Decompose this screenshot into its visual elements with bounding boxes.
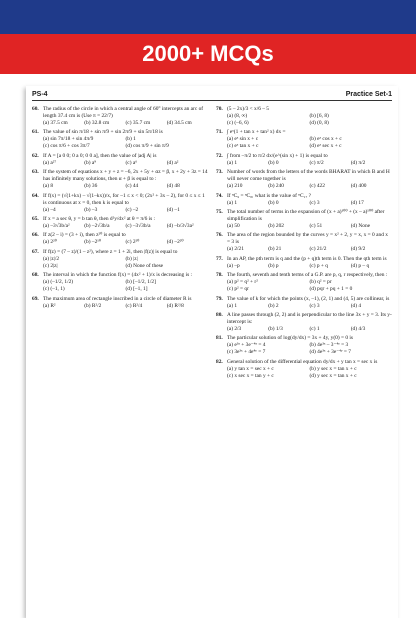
answer-option: (a) 210 [227, 183, 243, 190]
answer-option: (a) –p [227, 262, 240, 269]
answer-option: (d) (0, 8) [309, 120, 329, 126]
answer-option: (b) R²/2 [84, 302, 102, 309]
answer-option: (d) [–1, 1] [125, 286, 148, 293]
page-number: PS-4 [32, 91, 48, 98]
question-number: 62. [32, 152, 39, 159]
answer-options [216, 113, 392, 127]
question-item [32, 296, 208, 310]
answer-options [216, 200, 392, 207]
answer-option: (a) 1 [227, 302, 238, 309]
question-number: 78. [216, 272, 223, 279]
answer-options [216, 342, 392, 356]
answer-option: (a) 8 [43, 183, 54, 190]
answer-option: (d) 4e³ˣ + 3e⁻⁴ʸ = 7 [309, 349, 351, 356]
question-number: 82. [216, 358, 223, 365]
answer-option: (b) 0 [268, 199, 279, 206]
answer-option: (a) a²⁷ [43, 159, 57, 166]
answer-options [216, 326, 392, 333]
answer-option: (b) 1/3 [268, 325, 283, 332]
answer-option: (a) y tan x = sec x + c [227, 365, 274, 372]
answer-option: (c) –2 [125, 206, 139, 213]
answer-option: (c) 2²⁰ [125, 239, 140, 246]
question-item [32, 193, 208, 214]
answer-option: (d) 34.5 cm [166, 120, 192, 126]
answer-options [32, 279, 208, 293]
question-number: 75. [216, 208, 223, 215]
answer-options [32, 303, 208, 310]
answer-option: (b) 202 [268, 222, 284, 229]
question-number: 70. [216, 106, 223, 112]
question-stem [216, 169, 392, 183]
question-number: 71. [216, 129, 223, 136]
question-stem [216, 209, 392, 223]
answer-option: (d) 400 [350, 183, 367, 190]
answer-options [216, 136, 392, 150]
question-number: 65. [32, 215, 39, 222]
answer-options [32, 223, 208, 230]
question-text: The value of k for which the points (x, –1), (2, 1) and (4, 5) are collinear, is [227, 295, 390, 302]
answer-option: (c) (–6, 6) [227, 120, 249, 126]
question-text: Number of words from the letters of the words BHARAT in which B and H will never come together is [227, 169, 390, 183]
practice-set-title: Practice Set-1 [345, 91, 392, 98]
question-item [216, 232, 392, 253]
answer-option: (c) p² = qr [227, 286, 249, 293]
header-rule [32, 100, 392, 101]
answer-option: (c) 3e³ˣ + 4e⁴ʸ = 7 [227, 349, 266, 356]
answer-option: (b) [–1/2, 1/2] [125, 279, 156, 286]
answer-option: (b) q² = pr [309, 279, 332, 286]
question-item [216, 312, 392, 333]
question-text: If ⁿC₉ = ⁿC₈, what is the value of ⁿC₁₇ ? [227, 192, 312, 199]
answer-option: (b) 1 [125, 136, 136, 143]
answer-option: (c) 3 [309, 199, 320, 206]
answer-options [32, 207, 208, 214]
answer-option: (d) y sec x = tan x + c [309, 372, 357, 379]
question-number: 72. [216, 152, 223, 159]
question-item [216, 193, 392, 207]
question-number: 76. [216, 232, 223, 239]
answer-option: (b) 4e³ˣ – 3⁻⁴ʸ = 3 [309, 342, 349, 349]
answer-option: (b) |z| [125, 255, 138, 262]
answer-option: (d) 4/3 [350, 325, 366, 332]
answer-options [32, 160, 208, 167]
answer-option: (b) –2¹⁰ [84, 239, 102, 246]
question-text: If f(z) = (7 – z)/(1 – z²), where z = 1 + 2i, then |f(z)| is equal to [43, 248, 178, 255]
answer-option: (b) p [268, 262, 279, 269]
answer-options [32, 120, 208, 127]
question-text: The interval in which the function f(x) = (4x² + 1)/x is decreasing is : [43, 272, 193, 279]
question-text: The fourth, seventh and tenth terms of a G.P. are p, q, r respectively, then : [227, 272, 388, 279]
answer-option: (a) e³ˣ + 3e⁻⁴ʸ = 4 [227, 342, 266, 349]
question-stem [32, 249, 208, 256]
question-text: If f(x) = (√(1+kx) – √(1–kx))/x, for –1 ≤ x < 0; (2x² + 3x – 2), for 0 ≤ x ≤ 1 is continuous at x = 0, then k is equal to [43, 192, 205, 206]
question-text: If A = [a 0 0; 0 a 0; 0 0 a], then the value of |adj A| is [43, 152, 157, 159]
question-item [32, 216, 208, 230]
question-number: 77. [216, 255, 223, 262]
answer-option: (d) 17 [350, 199, 364, 206]
question-item [216, 209, 392, 230]
right-question-column [216, 106, 392, 382]
answer-option: (c) 2|z| [43, 262, 58, 269]
answer-option: (a) eˣ sin x + c [227, 136, 259, 143]
answer-option: (d) 48 [166, 183, 180, 190]
question-number: 80. [216, 311, 223, 318]
answer-option: (c) –3√3b/a [125, 222, 151, 229]
answer-option: (b) –2√3b/a [84, 222, 110, 229]
answer-option: (d) R²/8 [166, 302, 184, 309]
answer-option: (b) 36 [84, 183, 98, 190]
question-stem [216, 153, 392, 160]
question-text: The total number of terms in the expansion of (x + a)¹⁰⁰ + (x – a)¹⁰⁰ after simplification is [227, 208, 385, 222]
answer-option: (d) –2²⁰ [166, 239, 184, 246]
question-stem [32, 106, 208, 120]
answer-option: (d) eˣ sec x + c [309, 143, 342, 150]
question-item [216, 359, 392, 380]
question-item [32, 106, 208, 127]
answer-options [216, 366, 392, 380]
answer-option: (b) 32.8 cm [84, 120, 110, 126]
answer-option: (b) 240 [268, 183, 284, 190]
answer-option: (c) 1 [309, 325, 320, 332]
question-text: A line passes through (2, 2) and is perpendicular to the line 3x + y = 3. Its y-intercept is: [227, 311, 392, 325]
answer-option: (c) 3 [309, 302, 320, 309]
question-stem [216, 106, 392, 113]
answer-option: (b) 2 [268, 302, 279, 309]
question-number: 79. [216, 295, 223, 302]
answer-option: (d) pqr + pq + 1 = 0 [309, 286, 353, 293]
answer-option: (b) 0 [268, 159, 279, 166]
question-stem [216, 193, 392, 200]
answer-option: (a) –4 [43, 206, 56, 213]
question-stem [32, 216, 208, 223]
answer-option: (c) 51 [309, 222, 323, 229]
question-stem [32, 296, 208, 303]
question-text: If z(2 – i) = (3 + i), then z²⁰ is equal to [43, 232, 126, 239]
question-number: 63. [32, 169, 39, 176]
question-text: The maximum area of rectangle inscribed in a circle of diameter R is [43, 295, 192, 302]
answer-option: (d) None of these [125, 262, 164, 269]
question-stem [216, 232, 392, 246]
answer-option: (c) 35.7 cm [125, 120, 151, 126]
question-stem [216, 359, 392, 366]
question-text: ∫ eˣ(1 + tan x + tan² x) dx = [227, 129, 286, 136]
question-number: 68. [32, 272, 39, 279]
answer-option: (a) –3√3b/a² [43, 222, 70, 229]
answer-option: (b) [6, 8) [309, 113, 329, 119]
answer-option: (d) 4 [350, 302, 362, 309]
question-text: (5 – 2x)/3 < x/6 – 5 [227, 106, 269, 112]
answer-options [216, 279, 392, 293]
question-item [32, 169, 208, 190]
banner-title: 2000+ MCQs [142, 41, 274, 66]
answer-option: (d) p – q [350, 262, 370, 269]
answer-option: (a) 2²⁰ [43, 239, 57, 246]
question-item [32, 129, 208, 150]
answer-option: (d) cos π/9 + sin π/9 [125, 143, 169, 150]
question-number: 67. [32, 248, 39, 255]
top-color-bar [0, 0, 416, 34]
question-text: The area of the region bounded by the curves y = x² + 2, y = x, x = 0 and x = 3 is [227, 232, 388, 246]
answer-option: (c) 21/2 [309, 246, 327, 253]
answer-option: (d) π/2 [350, 159, 366, 166]
answer-option: (c) π/2 [309, 159, 324, 166]
answer-option: (a) 2/3 [227, 325, 242, 332]
answer-option: (c) 44 [125, 183, 139, 190]
question-text: In an AP, the pth term is q and the (p + q)th term is 0. Then the qth term is [227, 255, 387, 262]
answer-options [216, 160, 392, 167]
question-item [216, 335, 392, 356]
answer-options [32, 256, 208, 270]
question-number: 74. [216, 192, 223, 199]
question-item [216, 256, 392, 270]
question-item [32, 153, 208, 167]
question-stem [32, 153, 208, 160]
question-text: ∫ from –π/2 to π/2 dx/(e^(sin x) + 1) is equal to [227, 152, 328, 159]
answer-option: (c) R²/4 [125, 302, 143, 309]
answer-option: (d) –b/3√3a² [166, 222, 194, 229]
answer-option: (a) p² = q² + r² [227, 279, 258, 286]
answer-options [32, 183, 208, 190]
answer-options [32, 136, 208, 150]
question-number: 60. [32, 106, 39, 112]
question-item [216, 106, 392, 127]
question-number: 69. [32, 295, 39, 302]
question-item [216, 153, 392, 167]
answer-option: (a) 1 [227, 199, 238, 206]
answer-options [216, 246, 392, 253]
answer-option: (c) eˣ tan x + c [227, 143, 259, 150]
answer-option: (b) eˣ cos x + c [309, 136, 342, 143]
question-number: 64. [32, 192, 39, 199]
answer-option: (c) x sec x = tan y + c [227, 372, 274, 379]
answer-option: (d) 9/2 [350, 246, 366, 253]
question-text: General solution of the differential equation dy/dx + y tan x = sec x is [227, 358, 378, 365]
answer-option: (b) 21 [268, 246, 282, 253]
answer-option: (a) 2/21 [227, 246, 244, 253]
answer-option: (b) –3 [84, 206, 98, 213]
question-text: If the system of equations x + y + z = –6, 2x + 5y + αz = β, x + 2y + 3z = 14 has infinitely many solutions, then α + β is equal to : [43, 169, 208, 183]
answer-options [216, 183, 392, 190]
answer-option: (d) –1 [166, 206, 180, 213]
answer-option: (c) (–1, 1) [43, 286, 65, 293]
answer-option: (a) 37.5 cm [43, 120, 68, 126]
question-page [26, 86, 398, 618]
question-text: The particular solution of log(dy/dx) = 3x + 4y, y(0) = 0 is [227, 335, 353, 342]
answer-option: (d) None [350, 222, 371, 229]
question-text: The value of sin π/18 + sin π/9 + sin 2π/9 + sin 5π/18 is [43, 129, 163, 136]
question-item [216, 272, 392, 293]
answer-option: (a) R² [43, 302, 56, 309]
question-text: The radius of the circle in which a central angle of 60° intercepts an arc of length 37.4 cm is (Use π = 22/7) [43, 106, 204, 119]
answer-option: (c) cos π/6 + cos 3π/7 [43, 143, 90, 150]
answer-option: (b) a⁹ [84, 159, 97, 166]
answer-option: (c) 422 [309, 183, 325, 190]
question-stem [216, 312, 392, 326]
answer-option: (a) |z|/2 [43, 255, 60, 262]
question-number: 73. [216, 169, 223, 176]
answer-option: (a) (–1/2, 1/2) [43, 279, 74, 286]
question-item [216, 129, 392, 150]
answer-option: (c) p + q [309, 262, 328, 269]
question-item [216, 296, 392, 310]
question-item [216, 169, 392, 190]
answer-option: (a) (8, ∞) [227, 113, 248, 119]
question-stem [216, 296, 392, 303]
question-text: If x = a sec θ, y = b tan θ, then d²y/dx² at θ = π/6 is : [43, 215, 156, 222]
question-stem [216, 256, 392, 263]
answer-options [216, 223, 392, 230]
question-number: 66. [32, 232, 39, 239]
question-stem [32, 169, 208, 183]
answer-option: (a) 50 [227, 222, 240, 229]
question-number: 61. [32, 129, 39, 136]
answer-option: (a) 1 [227, 159, 238, 166]
answer-options [216, 303, 392, 310]
question-item [32, 232, 208, 246]
answer-options [32, 239, 208, 246]
left-question-column [32, 106, 208, 312]
answer-options [216, 263, 392, 270]
question-item [32, 249, 208, 270]
question-stem [32, 193, 208, 207]
answer-option: (b) y sec x = tan x + c [309, 365, 357, 372]
answer-option: (c) a⁶ [125, 159, 138, 166]
question-item [32, 272, 208, 293]
answer-option: (d) a² [166, 159, 179, 166]
answer-option: (a) sin 7π/18 + sin 4π/9 [43, 136, 94, 143]
question-number: 81. [216, 335, 223, 342]
